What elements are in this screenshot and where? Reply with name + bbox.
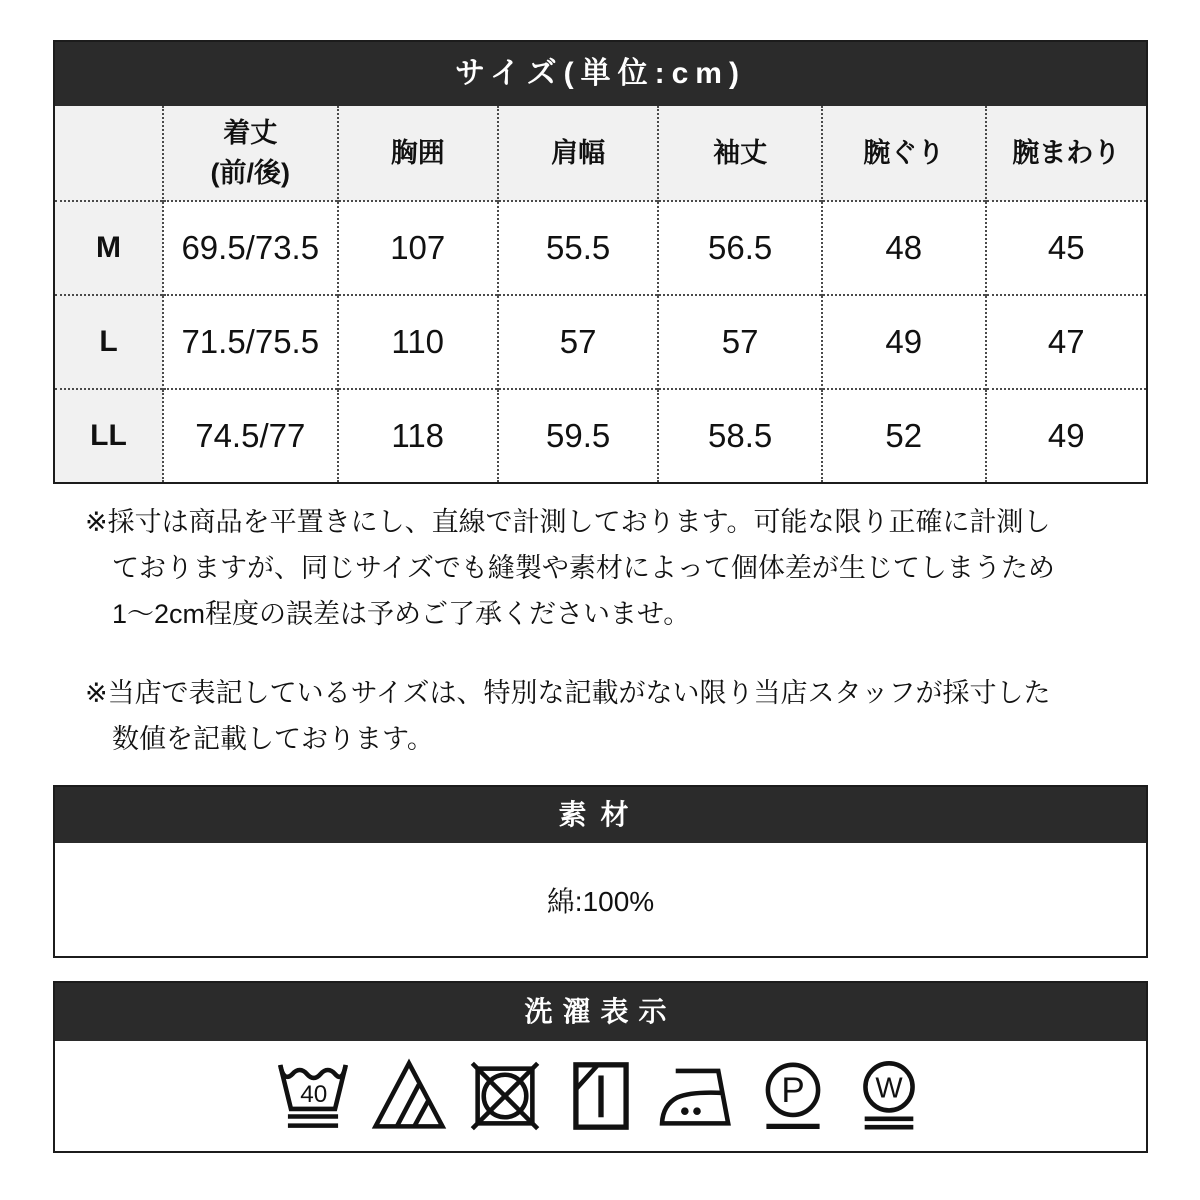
note-line: ておりますが、同じサイズでも縫製や素材によって個体差が生じてしまうため (112, 553, 1055, 583)
size-cell: M (55, 201, 163, 295)
value-cell: 45 (986, 201, 1146, 295)
value-cell: 59.5 (498, 389, 658, 482)
value-cell: 57 (498, 295, 658, 389)
svg-text:P: P (780, 1071, 805, 1111)
column-header-chest: 胸囲 (338, 106, 498, 201)
drip-dry-in-shade-icon (563, 1050, 639, 1142)
column-header-shoulder: 肩幅 (498, 106, 658, 201)
laundry-panel (53, 981, 1148, 1153)
value-cell: 107 (338, 201, 498, 295)
note-staff-measured (53, 670, 1148, 762)
value-cell: 56.5 (658, 201, 822, 295)
size-table-title-bar: サイズ(単位:cm) (55, 42, 1146, 106)
column-header-length (163, 106, 338, 201)
svg-text:W: W (874, 1072, 903, 1105)
value-cell: 47 (986, 295, 1146, 389)
note-line: ※当店で表記しているサイズは、特別な記載がない限り当店スタッフが採寸した (85, 678, 1051, 708)
size-table-panel (53, 40, 1148, 484)
svg-text:40: 40 (299, 1081, 327, 1109)
column-header-sleeve: 袖丈 (658, 106, 822, 201)
value-cell: 52 (822, 389, 986, 482)
note-line: 数値を記載しております。 (112, 724, 434, 754)
value-cell: 49 (822, 295, 986, 389)
column-header-arm-circumference: 腕まわり (986, 106, 1146, 201)
value-cell: 69.5/73.5 (163, 201, 338, 295)
value-cell: 58.5 (658, 389, 822, 482)
table-row-l (55, 295, 1146, 389)
size-cell: L (55, 295, 163, 389)
column-header-length-sub: (前/後) (210, 158, 291, 188)
value-cell: 57 (658, 295, 822, 389)
note-measurement (53, 499, 1148, 637)
column-header-armhole: 腕ぐり (822, 106, 986, 201)
size-table-header-row (55, 106, 1146, 201)
iron-medium-heat-icon (659, 1050, 735, 1142)
note-line: ※採寸は商品を平置きにし、直線で計測しております。可能な限り正確に計測し (85, 507, 1051, 537)
value-cell: 74.5/77 (163, 389, 338, 482)
value-cell: 49 (986, 389, 1146, 482)
value-cell: 110 (338, 295, 498, 389)
value-cell: 118 (338, 389, 498, 482)
column-header-length-label: 着丈 (223, 118, 278, 148)
size-table (55, 106, 1146, 482)
care-icons-row (55, 1041, 1146, 1151)
value-cell: 71.5/75.5 (163, 295, 338, 389)
material-panel (53, 785, 1148, 958)
value-cell: 48 (822, 201, 986, 295)
content-wrapper (53, 40, 1148, 1153)
laundry-title-bar: 洗濯表示 (55, 983, 1146, 1041)
non-chlorine-bleach-only-icon (371, 1050, 447, 1142)
machine-wash-40-very-gentle-icon (275, 1050, 351, 1142)
material-title-bar: 素材 (55, 787, 1146, 843)
do-not-tumble-dry-icon (467, 1050, 543, 1142)
size-cell: LL (55, 389, 163, 482)
value-cell: 55.5 (498, 201, 658, 295)
material-value: 綿:100% (546, 885, 655, 917)
column-header-blank (55, 106, 163, 201)
professional-wet-clean-w-very-mild-icon (851, 1050, 927, 1142)
professional-dry-clean-p-mild-icon (755, 1050, 831, 1142)
note-line: 1〜2cm程度の誤差は予めご了承くださいませ。 (112, 599, 691, 629)
table-row-ll (55, 389, 1146, 482)
table-row-m (55, 201, 1146, 295)
